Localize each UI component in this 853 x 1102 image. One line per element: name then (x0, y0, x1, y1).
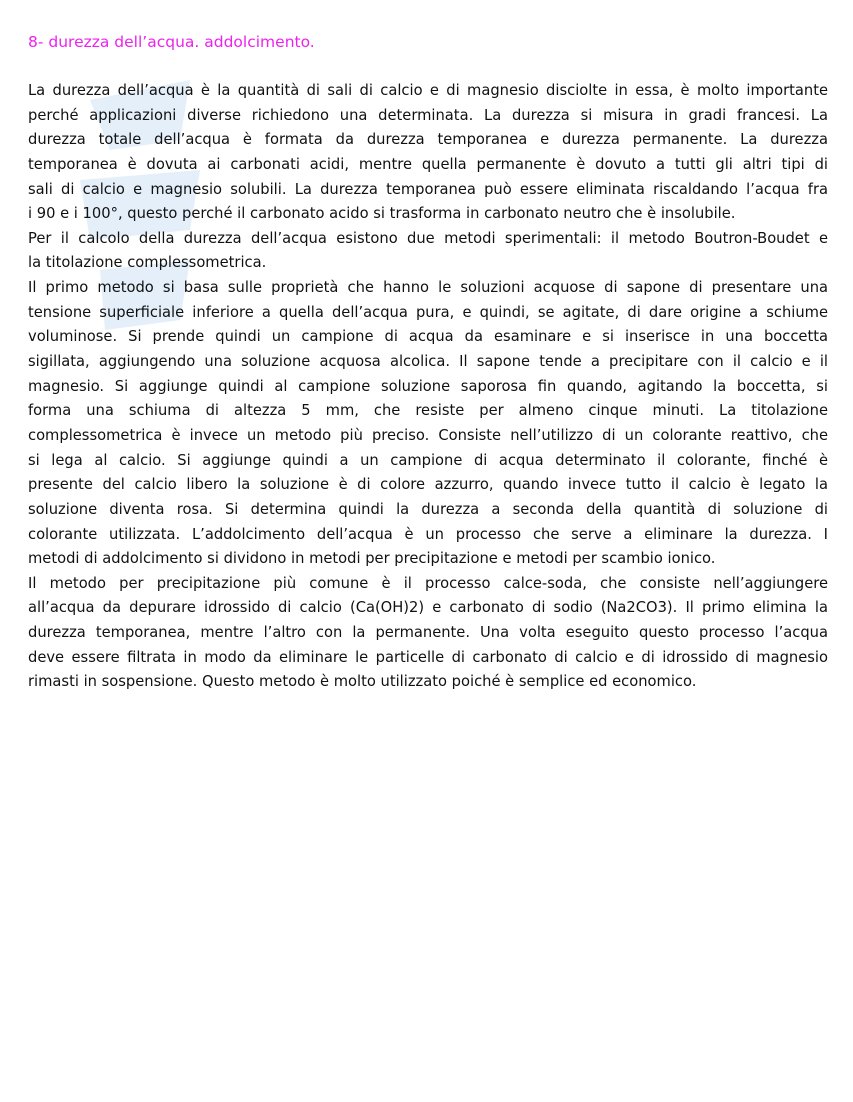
body-line: temporanea è dovuta ai carbonati acidi, mentre quella permanente è dovuto a tutti gli altri tipi di (28, 155, 828, 173)
body-line: durezza temporanea, mentre l’altro con la permanente. Una volta eseguito questo processo l’acqua (28, 624, 828, 642)
body-line: Per il calcolo della durezza dell’acqua esistono due metodi sperimentali: il metodo Boutron-Boudet e (28, 229, 828, 247)
document-body (28, 79, 828, 695)
body-line: la titolazione complessometrica. (28, 254, 267, 272)
body-line: durezza totale dell’acqua è formata da durezza temporanea e durezza permanente. La durezza (28, 131, 828, 149)
body-line: tensione superficiale inferiore a quella dell’acqua pura, e quindi, se agitate, di dare origine a schiume (28, 303, 828, 321)
body-line: sali di calcio e magnesio solubili. La durezza temporanea può essere eliminata riscaldando l’acqua fra (28, 180, 828, 198)
body-line: Il primo metodo si basa sulle proprietà che hanno le soluzioni acquose di sapone di presentare una (28, 279, 828, 297)
body-line: metodi di addolcimento si dividono in metodi per precipitazione e metodi per scambio ionico. (28, 550, 716, 568)
document-heading: 8- durezza dell’acqua. addolcimento. (28, 33, 315, 51)
body-line: rimasti in sospensione. Questo metodo è molto utilizzato poiché è semplice ed economico. (28, 673, 697, 691)
body-line: sigillata, aggiungendo una soluzione acquosa alcolica. Il sapone tende a precipitare con il calcio e il (28, 353, 828, 371)
body-line: forma una schiuma di altezza 5 mm, che resiste per almeno cinque minuti. La titolazione (28, 402, 828, 420)
body-line: si lega al calcio. Si aggiunge quindi a un campione di acqua determinato il colorante, finché è (28, 451, 828, 469)
body-line: presente del calcio libero la soluzione è di colore azzurro, quando invece tutto il calcio è legato la (28, 476, 828, 494)
body-line: complessometrica è invece un metodo più preciso. Consiste nell’utilizzo di un colorante reattivo, che (28, 426, 828, 444)
body-line: soluzione diventa rosa. Si determina quindi la durezza a seconda della quantità di soluzione di (28, 500, 828, 518)
body-line: Il metodo per precipitazione più comune è il processo calce-soda, che consiste nell’aggiungere (28, 574, 828, 592)
body-line: colorante utilizzata. L’addolcimento dell’acqua è un processo che serve a eliminare la durezza. I (28, 525, 828, 543)
body-line: voluminose. Si prende quindi un campione di acqua da esaminare e si inserisce in una boccetta (28, 328, 828, 346)
body-line: La durezza dell’acqua è la quantità di sali di calcio e di magnesio disciolte in essa, è molto importante (28, 82, 828, 99)
body-line: perché applicazioni diverse richiedono una determinata. La durezza si misura in gradi francesi. La (28, 106, 828, 124)
body-line: i 90 e i 100°, questo perché il carbonato acido si trasforma in carbonato neutro che è insolubile. (28, 205, 736, 223)
body-line: all’acqua da depurare idrossido di calcio (Ca(OH)2) e carbonato di sodio (Na2CO3). Il primo elimina la (28, 599, 828, 617)
body-line: deve essere filtrata in modo da eliminare le particelle di carbonato di calcio e di idrossido di magnesio (28, 648, 828, 666)
body-line: magnesio. Si aggiunge quindi al campione soluzione saporosa fin quando, agitando la boccetta, si (28, 377, 828, 395)
